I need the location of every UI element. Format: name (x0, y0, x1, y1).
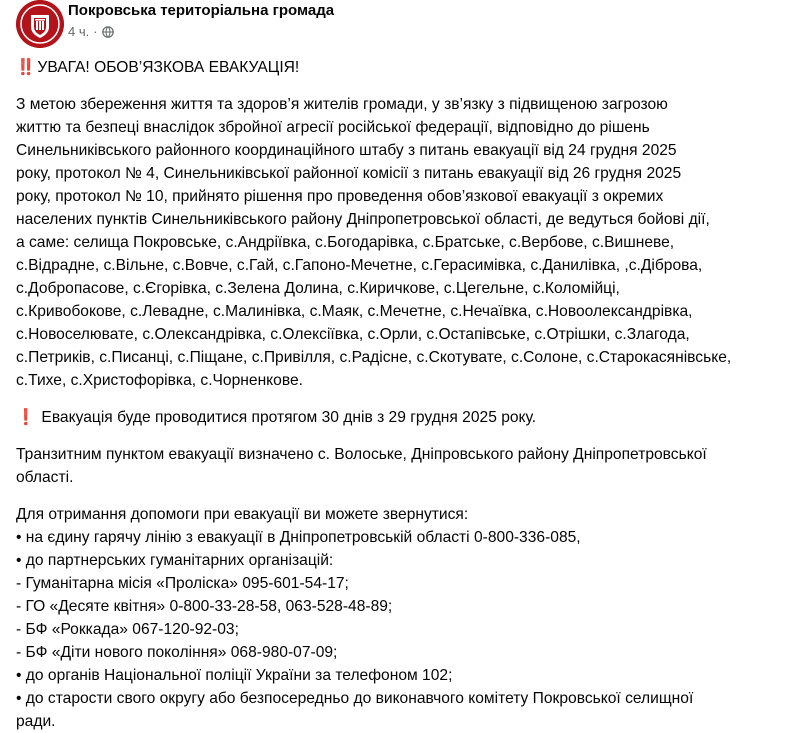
paragraph-line: життю та безпеці внаслідок збройної агресії російської федерації, відповідно до рішень (16, 119, 650, 136)
list-item: • на єдину гарячу лінію з евакуації в Дніпропетровській області 0-800-336-085, (16, 529, 581, 546)
paragraph-line: с.Новоселювате, с.Олександрівка, с.Олексіївка, с.Орли, с.Остапівське, с.Отрішки, с.Злагода, (16, 326, 690, 343)
coat-of-arms-icon (16, 0, 64, 48)
list-item: • до партнерських гуманітарних організацій: (16, 552, 334, 569)
headline-line (16, 56, 776, 79)
paragraph-transit (16, 443, 776, 489)
headline: УВАГА! ОБОВ’ЯЗКОВА ЕВАКУАЦІЯ! (37, 59, 300, 76)
post-header (16, 0, 776, 50)
list-item: - БФ «Діти нового покоління» 068-980-07-09; (16, 644, 338, 661)
duration-line (16, 406, 776, 429)
paragraph-line: населених пунктів Синельниківського району Дніпропетровської області, де ведуться бойові дії, (16, 211, 710, 228)
paragraph-line: Транзитним пунктом евакуації визначено с. Волоське, Дніпровського району Дніпропетровської (16, 446, 707, 463)
paragraph-line: Синельниківського районного координаційного штабу з питань евакуації від 24 грудня 2025 (16, 142, 677, 159)
paragraph-line: с.Відрадне, с.Вільне, с.Вовче, с.Гай, с.Гапоно-Мечетне, с.Герасимівка, с.Данилівка, ,с.Діброва, (16, 257, 703, 274)
list-item: ради. (16, 713, 56, 730)
paragraph-evacuation-decision (16, 93, 776, 392)
page-name-link[interactable]: Покровська територіальна громада (68, 2, 335, 19)
globe-icon[interactable] (102, 26, 114, 38)
meta-separator: · (93, 24, 98, 39)
paragraph-help-contacts (16, 503, 776, 733)
paragraph-line: року, протокол № 10, прийнято рішення про проведення обов’язкової евакуації з окремих (16, 188, 664, 205)
list-item: - БФ «Роккада» 067-120-92-03; (16, 621, 239, 638)
paragraph-line: с.Добропасове, с.Єгорівка, с.Зелена Долина, с.Киричкове, с.Цегельне, с.Коломійці, (16, 280, 620, 297)
paragraph-line: с.Кривобокове, с.Левадне, с.Малинівка, с.Маяк, с.Мечетне, с.Нечаївка, с.Новоолександрівка, (16, 303, 693, 320)
post-meta (68, 24, 114, 39)
paragraph-line: с.Петриків, с.Писанці, с.Піщане, с.Привілля, с.Радісне, с.Скотувате, с.Солоне, с.Старокасянівське, (16, 349, 732, 366)
paragraph-line: області. (16, 469, 74, 486)
page-avatar[interactable] (16, 0, 64, 48)
list-item: - ГО «Десяте квітня» 0-800-33-28-58, 063-528-48-89; (16, 598, 393, 615)
double-exclamation-icon: ‼️ (16, 59, 34, 76)
list-item: • до органів Національної поліції України за телефоном 102; (16, 667, 453, 684)
list-item: • до старости свого округу або безпосередньо до виконавчого комітету Покровської селищної (16, 690, 694, 707)
post-timestamp[interactable]: 4 ч. (68, 24, 90, 39)
paragraph-line: Для отримання допомоги при евакуації ви можете звернутися: (16, 506, 469, 523)
post-body (16, 56, 776, 733)
paragraph-line: року, протокол № 4, Синельниківської районної комісії з питань евакуації від 26 грудня 2025 (16, 165, 682, 182)
paragraph-line: а саме: селища Покровське, с.Андріївка, с.Богодарівка, с.Братське, с.Вербове, с.Вишневе, (16, 234, 675, 251)
duration-text: Евакуація буде проводитися протягом 30 днів з 29 грудня 2025 року. (41, 409, 537, 426)
paragraph-line: с.Тихе, с.Христофорівка, с.Чорненкове. (16, 372, 303, 389)
paragraph-line: З метою збереження життя та здоров’я жителів громади, у зв’язку з підвищеною загрозою (16, 96, 668, 113)
exclamation-icon: ❗ (16, 409, 36, 426)
list-item: - Гуманітарна місія «Проліска» 095-601-54-17; (16, 575, 349, 592)
